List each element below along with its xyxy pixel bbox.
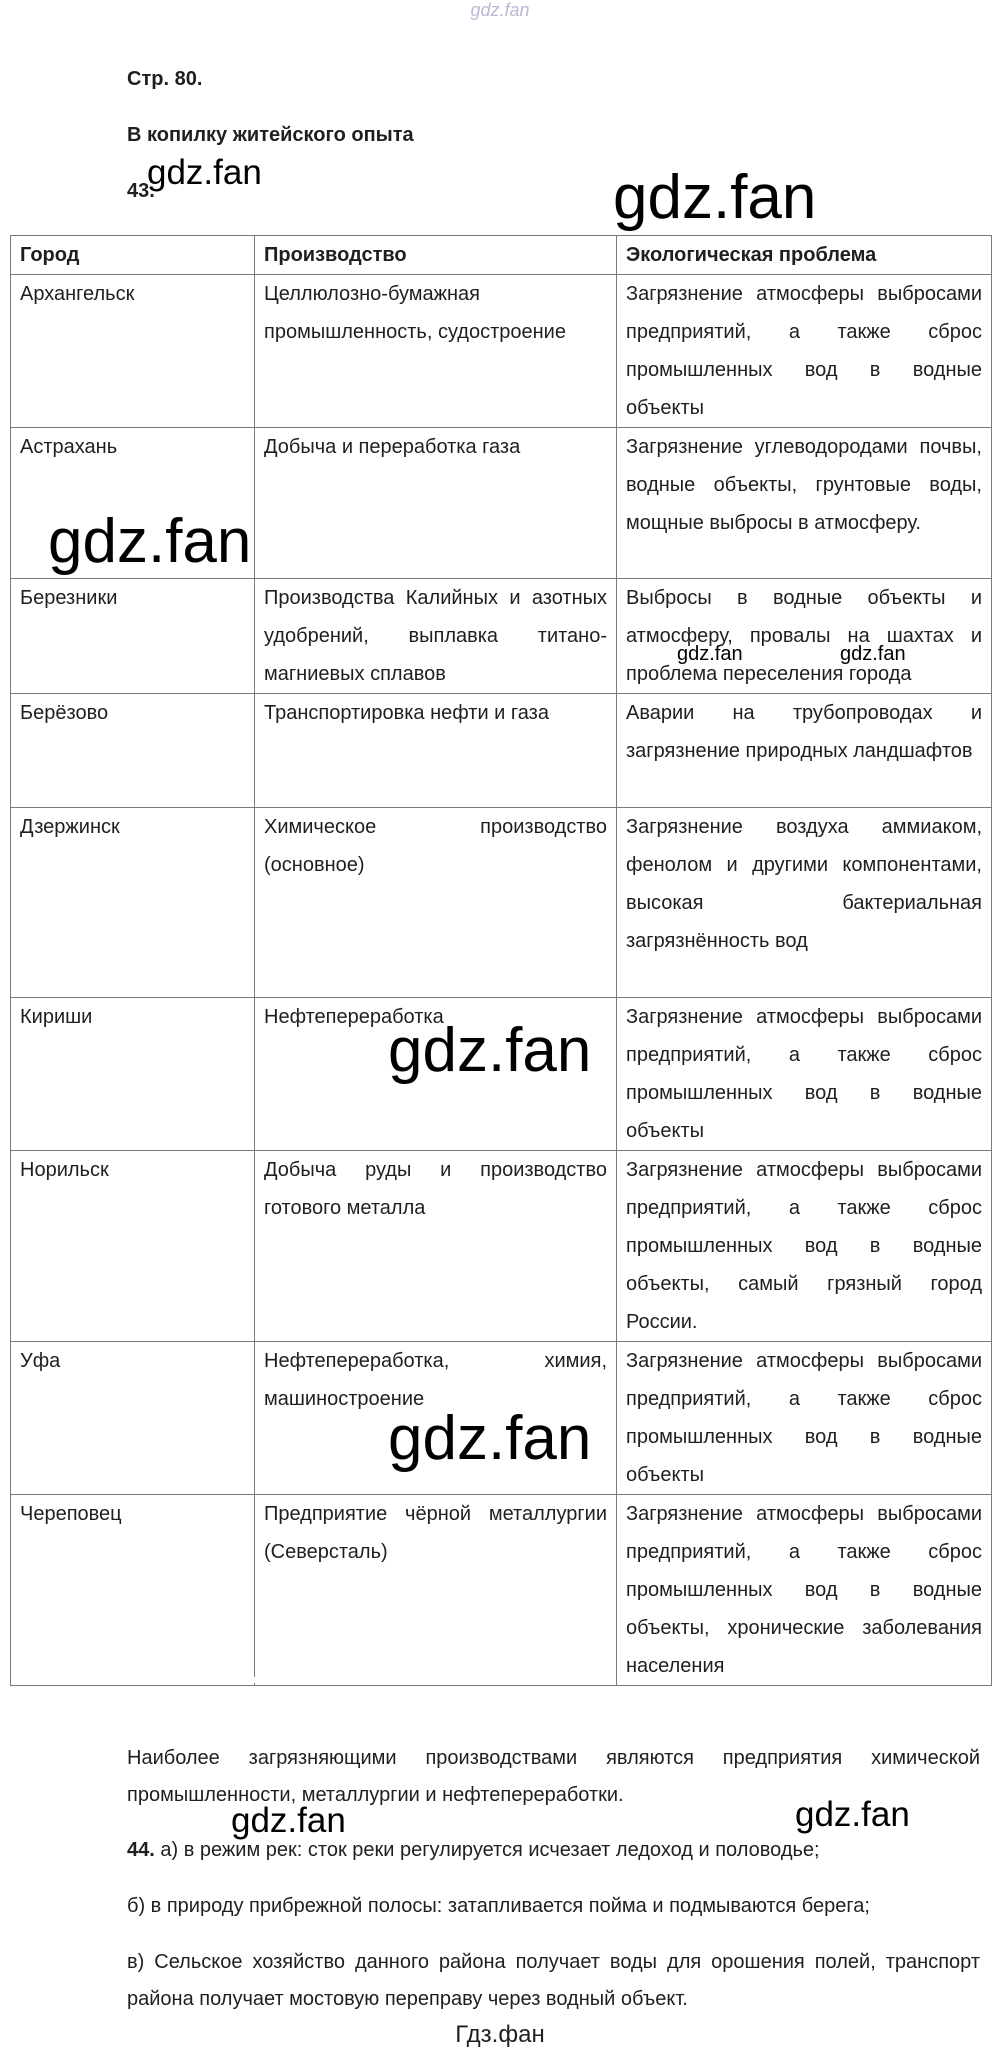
table-border-gap [88, 1677, 310, 1683]
task-44-a-text: а) в режим рек: сток реки регулируется исчезает ледоход и половодье; [160, 1839, 820, 1861]
problem-cell: Загрязнение атмосферы выбросами предприятий, а также сброс промышленных вод в водные объекты [617, 1342, 992, 1495]
industry-cell: Добыча руды и производство готового металла [255, 1151, 617, 1342]
problem-cell: Загрязнение атмосферы выбросами предприятий, а также сброс промышленных вод в водные объекты [617, 998, 992, 1151]
page-reference: Стр. 80. [127, 68, 203, 90]
table-row [11, 808, 992, 998]
city-cell: Череповец [11, 1495, 255, 1686]
industry-cell: Транспортировка нефти и газа [255, 694, 617, 808]
table-row [11, 275, 992, 428]
watermark-text: gdz.fan [48, 507, 252, 576]
column-header-city: Город [11, 236, 255, 275]
watermark-text: gdz.fan [677, 643, 743, 665]
top-watermark: gdz.fan [470, 0, 530, 20]
city-cell: Березники [11, 579, 255, 694]
task-number-44: 44. [127, 1839, 155, 1861]
watermark-text: gdz.fan [795, 1795, 910, 1834]
column-header-industry: Производство [255, 236, 617, 275]
problem-cell: Загрязнение воздуха аммиаком, фенолом и другими компонентами, высокая бактериальная загрязнённость вод [617, 808, 992, 998]
watermark-text: gdz.fan [388, 1016, 592, 1085]
table-row [11, 1151, 992, 1342]
city-cell: Дзержинск [11, 808, 255, 998]
footer-watermark: Гдз.фан [455, 2021, 545, 2048]
watermark-text: gdz.fan [613, 163, 817, 232]
industry-cell: Добыча и переработка газа [255, 428, 617, 579]
problem-cell: Загрязнение атмосферы выбросами предприятий, а также сброс промышленных вод в водные объекты [617, 275, 992, 428]
city-cell: Уфа [11, 1342, 255, 1495]
problem-cell: Загрязнение атмосферы выбросами предприятий, а также сброс промышленных вод в водные объекты, хронические заболевания населения [617, 1495, 992, 1686]
city-cell: Архангельск [11, 275, 255, 428]
problem-cell: Загрязнение атмосферы выбросами предприятий, а также сброс промышленных вод в водные объекты, самый грязный город России. [617, 1151, 992, 1342]
industry-cell: Предприятие чёрной металлургии (Северсталь) [255, 1495, 617, 1686]
industry-cell: Целлюлозно-бумажная промышленность, судостроение [255, 275, 617, 428]
city-cell: Норильск [11, 1151, 255, 1342]
city-cell: Кириши [11, 998, 255, 1151]
table-row [11, 579, 992, 694]
watermark-text: gdz.fan [147, 153, 262, 192]
problem-cell: Выбросы в водные объекты и атмосферу, провалы на шахтах и проблема переселения города [617, 579, 992, 694]
industry-cell: Производства Калийных и азотных удобрений, выплавка титано-магниевых сплавов [255, 579, 617, 694]
watermark-text: gdz.fan [388, 1404, 592, 1473]
section-title: В копилку житейского опыта [127, 124, 414, 146]
watermark-text: gdz.fan [840, 643, 906, 665]
conclusion-paragraph: Наиболее загрязняющими производствами являются предприятия химической промышленности, металлургии и нефтепереработки. [127, 1747, 980, 1806]
city-cell: Берёзово [11, 694, 255, 808]
city-cell: Астрахань [11, 428, 255, 579]
column-header-problem: Экологическая проблема [617, 236, 992, 275]
task-number-43: 43. [127, 180, 155, 202]
watermark-text: gdz.fan [231, 1801, 346, 1840]
industry-cell: Нефтепереработка [255, 998, 617, 1151]
industry-cell: Нефтепереработка, химия, машиностроение [255, 1342, 617, 1495]
problem-cell: Аварии на трубопроводах и загрязнение природных ландшафтов [617, 694, 992, 808]
table-row [11, 1495, 992, 1686]
table-header-row [11, 236, 992, 275]
table-row [11, 694, 992, 808]
industry-cell: Химическое производство (основное) [255, 808, 617, 998]
problem-cell: Загрязнение углеводородами почвы, водные объекты, грунтовые воды, мощные выбросы в атмосферу. [617, 428, 992, 579]
task-44-item-b: б) в природу прибрежной полосы: затапливается пойма и подмываются берега; [127, 1895, 870, 1917]
task-44-item-v: в) Сельское хозяйство данного района получает воды для орошения полей, транспорт района получает мостовую переправу через водный объект. [127, 1951, 980, 2010]
